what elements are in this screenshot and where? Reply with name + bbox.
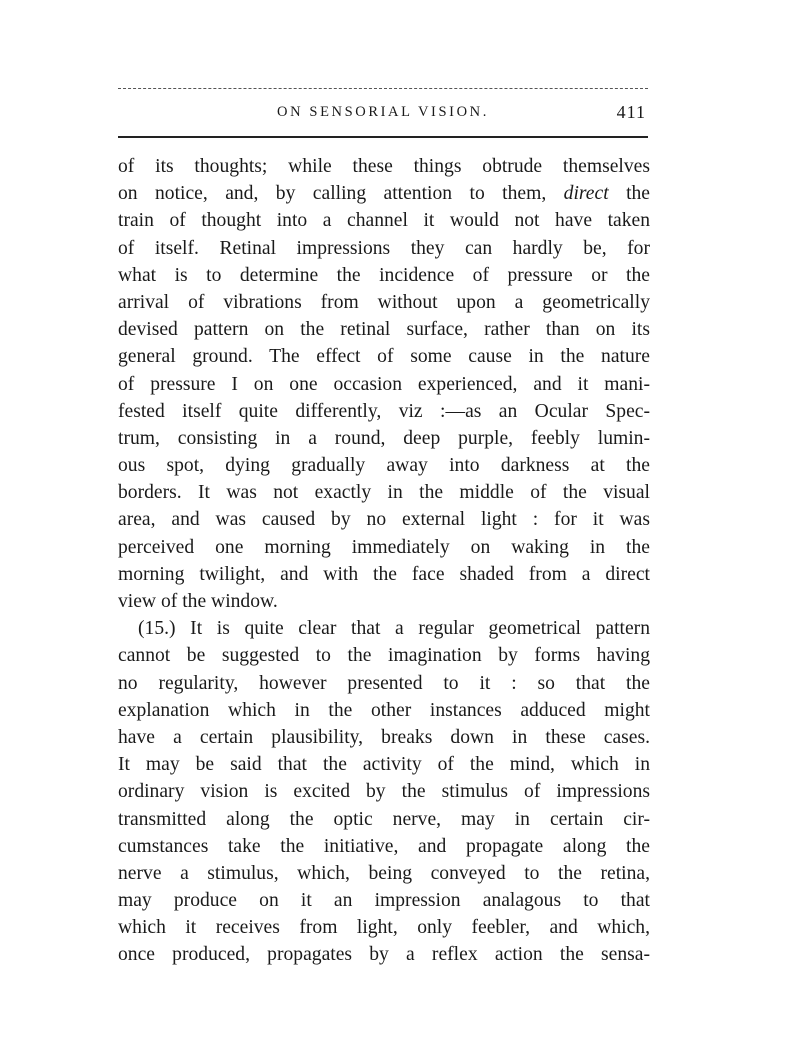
text-line: transmitted along the optic nerve, may in certain cir-	[118, 808, 650, 830]
text-line: what is to determine the incidence of pressure or the	[118, 264, 650, 286]
page-number: 411	[616, 102, 646, 122]
header-top-rule	[118, 88, 648, 89]
text-line: train of thought into a channel it would not have taken	[118, 210, 650, 232]
text-line: ous spot, dying gradually away into darkness at the	[118, 455, 650, 477]
text-line: explanation which in the other instances adduced might	[118, 699, 650, 721]
text-line: once produced, propagates by a reflex action the sensa-	[118, 944, 650, 966]
text-line: trum, consisting in a round, deep purple, feebly lumin-	[118, 427, 650, 449]
text-line: which it receives from light, only feebler, and which,	[118, 917, 650, 939]
text-line: nerve a stimulus, which, being conveyed to the retina,	[118, 862, 650, 884]
text-line: cumstances take the initiative, and propagate along the	[118, 835, 650, 857]
header-bottom-rule	[118, 136, 648, 138]
text-line: no regularity, however presented to it : so that the	[118, 672, 650, 694]
running-head	[118, 102, 648, 130]
text-line: arrival of vibrations from without upon a geometrically	[118, 291, 650, 313]
text-line: borders. It was not exactly in the middle of the visual	[118, 482, 650, 504]
text-line: (15.) It is quite clear that a regular geometrical pattern	[138, 618, 650, 640]
text-line: area, and was caused by no external light : for it was	[118, 509, 650, 531]
text-line: cannot be suggested to the imagination by forms having	[118, 645, 650, 667]
text-line: It may be said that the activity of the mind, which in	[118, 754, 650, 776]
text-line: general ground. The effect of some cause in the nature	[118, 346, 650, 368]
text-line: may produce on it an impression analagous to that	[118, 890, 650, 912]
text-line: perceived one morning immediately on waking in the	[118, 536, 650, 558]
text-line: view of the window.	[118, 591, 278, 612]
emphasis: direct	[563, 183, 609, 205]
text-line: fested itself quite differently, viz :—as an Ocular Spec-	[118, 400, 650, 422]
text-line: of its thoughts; while these things obtrude themselves	[118, 156, 650, 177]
text-line: have a certain plausibility, breaks down in these cases.	[118, 726, 650, 748]
text-line: morning twilight, and with the face shaded from a direct	[118, 563, 650, 585]
text-line: on notice, and, by calling attention to them, direct the	[118, 183, 650, 205]
running-title: ON SENSORIAL VISION.	[277, 104, 489, 120]
text-line: devised pattern on the retinal surface, rather than on its	[118, 319, 650, 341]
text-line: ordinary vision is excited by the stimulus of impressions	[118, 781, 650, 803]
text-line: of pressure I on one occasion experienced, and it mani-	[118, 373, 650, 395]
text-line: of itself. Retinal impressions they can hardly be, for	[118, 237, 650, 259]
body-text	[118, 153, 650, 969]
